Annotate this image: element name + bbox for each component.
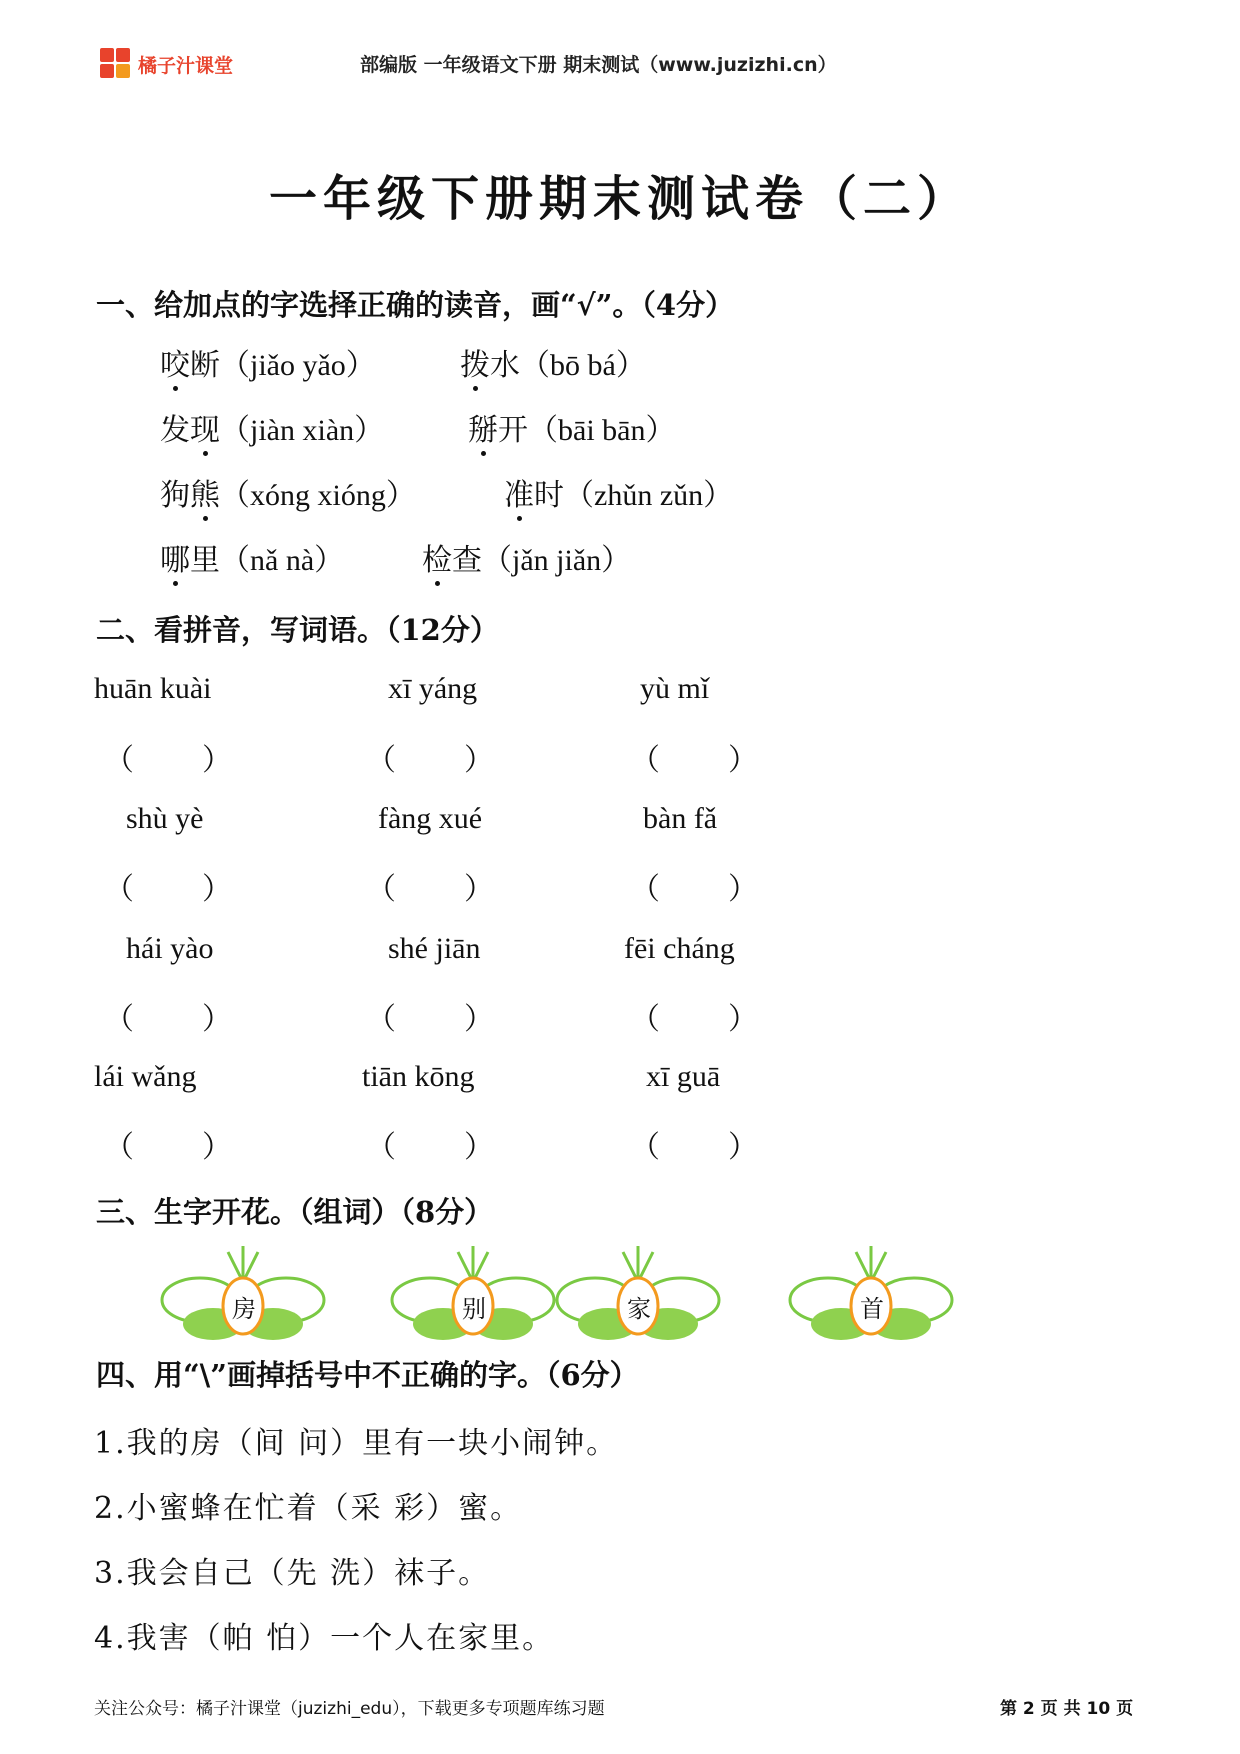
char: 发 bbox=[160, 413, 190, 448]
page-title: 一年级下册期末测试卷（二） bbox=[268, 171, 971, 227]
q1-item bbox=[160, 340, 376, 384]
pinyin-options: （bāi bān） bbox=[528, 414, 676, 447]
page-number: 第 2 页 共 10 页 bbox=[1000, 1699, 1134, 1719]
q1-item bbox=[468, 405, 675, 449]
dotted-char: 拨 bbox=[460, 348, 490, 383]
flower-char: 家 bbox=[627, 1295, 651, 1323]
dotted-char: 检 bbox=[422, 543, 452, 578]
pinyin-label: hái yào bbox=[126, 932, 214, 965]
pinyin-label: tiān kōng bbox=[362, 1060, 475, 1093]
q1-item bbox=[160, 535, 344, 579]
char: 狗 bbox=[160, 478, 190, 513]
char: 断 bbox=[190, 348, 220, 383]
pinyin-label: huān kuài bbox=[94, 672, 212, 705]
pinyin-label: xī yáng bbox=[388, 672, 478, 705]
char: 时 bbox=[534, 478, 564, 513]
pinyin-label: lái wǎng bbox=[94, 1060, 197, 1093]
q1-item bbox=[460, 340, 646, 384]
q2-title: 二、看拼音，写词语。（12分） bbox=[96, 613, 499, 647]
pinyin-label: yù mǐ bbox=[640, 672, 710, 705]
q1-item bbox=[504, 470, 733, 514]
char: 查 bbox=[452, 543, 482, 578]
dotted-char: 准 bbox=[504, 478, 534, 513]
logo-icon bbox=[100, 48, 132, 80]
q1-item bbox=[160, 405, 384, 449]
pinyin-label: fēi cháng bbox=[624, 932, 735, 965]
flower-char: 房 bbox=[232, 1295, 256, 1323]
logo-text: 橘子汁课堂 bbox=[138, 54, 234, 77]
dotted-char: 熊 bbox=[190, 478, 220, 513]
pinyin-label: xī guā bbox=[646, 1060, 721, 1093]
pinyin-options: （nǎ nà） bbox=[220, 544, 345, 577]
pinyin-options: （zhǔn zǔn） bbox=[564, 479, 734, 512]
word-flower[interactable] bbox=[388, 1234, 558, 1344]
q1-item bbox=[422, 535, 631, 579]
pinyin-label: fàng xué bbox=[378, 802, 483, 835]
pinyin-options: （jǎn jiǎn） bbox=[482, 544, 632, 577]
pinyin-options: （jiǎo yǎo） bbox=[220, 349, 376, 382]
pinyin-label: bàn fǎ bbox=[643, 802, 718, 835]
flower-char: 首 bbox=[860, 1295, 884, 1323]
footer-note: 关注公众号：橘子汁课堂（juzizhi_edu），下载更多专项题库练习题 bbox=[94, 1699, 605, 1719]
pinyin-options: （xóng xióng） bbox=[220, 479, 416, 512]
q4-line: 2.小蜜蜂在忙着（采 彩）蜜。 bbox=[94, 1491, 523, 1526]
word-flower[interactable] bbox=[158, 1234, 328, 1344]
pinyin-label: shé jiān bbox=[388, 932, 481, 965]
dotted-char: 掰 bbox=[468, 413, 498, 448]
page-header bbox=[0, 0, 1240, 100]
q4-line: 1.我的房（间 问）里有一块小闹钟。 bbox=[94, 1426, 619, 1461]
dotted-char: 哪 bbox=[160, 543, 190, 578]
flower-char: 别 bbox=[462, 1295, 486, 1323]
word-flower[interactable] bbox=[553, 1234, 723, 1344]
char: 水 bbox=[490, 348, 520, 383]
q3-title: 三、生字开花。（组词）（8分） bbox=[96, 1195, 494, 1229]
pinyin-options: （bō bá） bbox=[520, 349, 646, 382]
word-flower[interactable] bbox=[786, 1234, 956, 1344]
q1-item bbox=[160, 470, 416, 514]
dotted-char: 咬 bbox=[160, 348, 190, 383]
q4-title: 四、用“\”画掉括号中不正确的字。（6分） bbox=[96, 1358, 639, 1392]
q4-line: 4.我害（帕 怕）一个人在家里。 bbox=[94, 1621, 555, 1656]
char: 里 bbox=[190, 543, 220, 578]
logo bbox=[100, 48, 233, 80]
char: 开 bbox=[498, 413, 528, 448]
header-title: 部编版 一年级语文下册 期末测试（www.juzizhi.cn） bbox=[360, 54, 837, 76]
pinyin-options: （jiàn xiàn） bbox=[220, 414, 385, 447]
q4-line: 3.我会自己（先 洗）袜子。 bbox=[94, 1556, 491, 1591]
pinyin-label: shù yè bbox=[126, 802, 204, 835]
dotted-char: 现 bbox=[190, 413, 220, 448]
q1-title: 一、给加点的字选择正确的读音，画“√”。（4分） bbox=[96, 288, 735, 322]
